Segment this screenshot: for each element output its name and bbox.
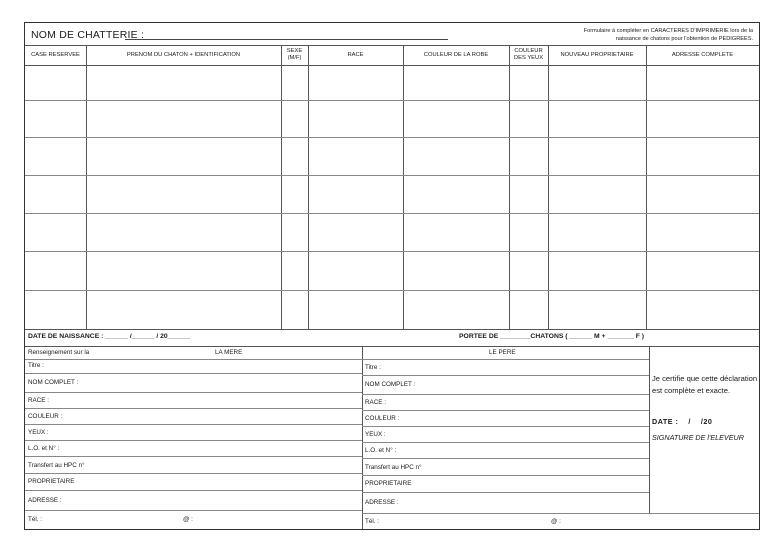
table-row[interactable] <box>25 251 759 252</box>
row-line <box>25 456 362 457</box>
col-separator <box>509 45 510 329</box>
row-line <box>25 373 362 374</box>
table-row[interactable] <box>25 100 759 101</box>
col-header-address: ADRESSE COMPLETE <box>671 51 734 58</box>
father-phone-field[interactable]: Tél. : <box>365 518 379 525</box>
col-header-coat-color: COULEUR DE LA ROBE <box>423 51 489 58</box>
mother-lo-field[interactable]: L.O. et N° : <box>28 445 60 452</box>
row-line <box>25 392 362 393</box>
row-line <box>362 513 759 514</box>
form-title: NOM DE CHATTERIE : <box>31 29 145 41</box>
col-separator <box>646 45 647 329</box>
breeder-signature-label[interactable]: SIGNATURE DE l'ELEVEUR <box>652 433 744 442</box>
info-label: Renseignement sur la <box>28 349 90 356</box>
mother-full-name-field[interactable]: NOM COMPLET : <box>28 379 79 386</box>
col-header-breed: RACE <box>347 51 364 58</box>
row-line <box>25 473 362 474</box>
father-email-field[interactable]: @ : <box>551 518 561 525</box>
row-line <box>25 440 362 441</box>
row-line <box>25 424 362 425</box>
table-row[interactable] <box>25 213 759 214</box>
table-row[interactable] <box>25 137 759 138</box>
table-row[interactable] <box>25 290 759 291</box>
col-header-sex: SEXE (M/F) <box>286 48 303 61</box>
table-header-border <box>25 65 759 66</box>
father-address-field[interactable]: ADRESSE : <box>365 499 399 506</box>
col-header-kitten-name: PRENOM DU CHATON + IDENTIFICATION <box>126 51 241 58</box>
certification-text: Je certifie que cette déclaration est complète et exacte. <box>652 374 758 395</box>
pedigree-declaration-form <box>24 22 760 530</box>
row-line <box>25 408 362 409</box>
row-line <box>362 410 649 411</box>
row-line <box>362 458 649 459</box>
mother-eyes-field[interactable]: YEUX : <box>28 429 49 436</box>
instructions-note <box>523 27 753 43</box>
father-owner-field[interactable]: PROPRIETAIRE <box>365 480 412 487</box>
row-line <box>362 426 649 427</box>
birth-date-field[interactable]: DATE DE NAISSANCE : ______ /______ / 20______ <box>28 333 191 340</box>
father-eyes-field[interactable]: YEUX : <box>365 431 386 438</box>
col-header-new-owner: NOUVEAU PROPRIETAIRE <box>560 51 634 58</box>
mother-breed-field[interactable]: RACE : <box>28 397 49 404</box>
cattery-name-line[interactable] <box>125 39 448 40</box>
table-row[interactable] <box>25 175 759 176</box>
certification-date[interactable]: DATE : / /20 <box>652 417 713 426</box>
certification-separator <box>649 346 650 513</box>
col-header-reserved: CASE RESERVEE <box>31 51 80 58</box>
mother-color-field[interactable]: COULEUR : <box>28 413 63 420</box>
father-lo-field[interactable]: L.O. et N° : <box>365 447 397 454</box>
row-line <box>362 442 649 443</box>
mother-phone-field[interactable]: Tél. : <box>28 516 42 523</box>
mother-title-field[interactable]: Titre : <box>28 362 44 369</box>
table-bottom-border <box>25 329 759 330</box>
mother-transfer-field[interactable]: Transfert au HPC n° <box>28 462 85 469</box>
father-title: LE PERE <box>489 349 516 356</box>
col-header-eye-color: COULEUR DES YEUX <box>513 48 544 61</box>
instructions-line-2: naissance de chatons pour l'obtention de PEDIGREES. <box>615 36 753 42</box>
row-line <box>25 359 649 360</box>
father-title-field[interactable]: Titre : <box>365 364 381 371</box>
mother-email-field[interactable]: @ : <box>183 516 193 523</box>
father-breed-field[interactable]: RACE : <box>365 399 386 406</box>
col-separator <box>308 45 309 329</box>
row-line <box>25 490 362 491</box>
col-separator <box>281 45 282 329</box>
row-line <box>362 492 649 493</box>
father-transfer-field[interactable]: Transfert au HPC n° <box>365 464 422 471</box>
row-line <box>25 510 362 511</box>
father-full-name-field[interactable]: NOM COMPLET : <box>365 381 416 388</box>
row-line <box>362 394 649 395</box>
row-line <box>362 375 649 376</box>
col-separator <box>548 45 549 329</box>
col-separator <box>86 45 87 329</box>
row-line <box>362 475 649 476</box>
mother-owner-field[interactable]: PROPRIETAIRE <box>28 478 75 485</box>
father-color-field[interactable]: COULEUR : <box>365 415 400 422</box>
col-separator <box>403 45 404 329</box>
litter-size-field[interactable]: PORTEE DE ________CHATONS ( ______ M + _______ F ) <box>459 333 645 340</box>
mother-address-field[interactable]: ADRESSE : <box>28 497 62 504</box>
instructions-line-1: Formulaire à compléter en CARACTERES D'IMPRIMERIE lors de la <box>583 28 753 34</box>
mother-title: LA MERE <box>215 349 243 356</box>
parents-separator <box>362 346 363 529</box>
